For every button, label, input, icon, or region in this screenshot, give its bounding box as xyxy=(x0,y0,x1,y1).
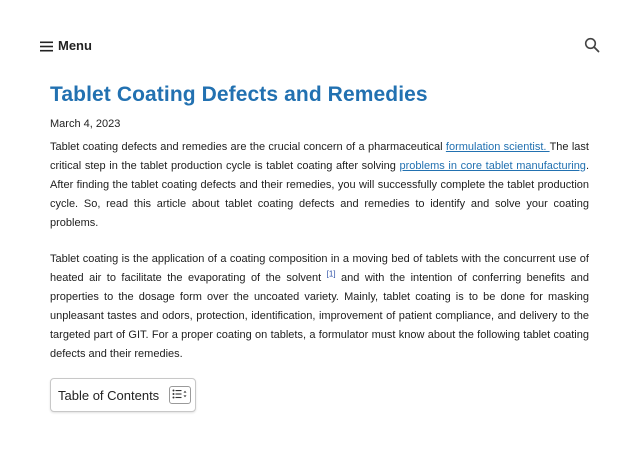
article xyxy=(50,82,589,364)
site-header xyxy=(0,0,638,90)
paragraph-text: Tablet coating defects and remedies are the crucial concern of a pharmaceutical xyxy=(50,141,446,153)
search-icon xyxy=(584,40,600,57)
formulation-scientist-link[interactable]: formulation scientist. xyxy=(445,141,550,153)
paragraph-text: and with the intention of conferring benefits and properties to the dosage form over the uncoated variety. Mainly, tablet coating is to be done for masking unpleasant tastes and odors, protection, identification, improvement of patient compliance, and delivery to the targeted part of GIT. For a proper coating on tablets, a formulator must know about the following tablet coating defects and their remedies. xyxy=(50,272,589,360)
toc-title: Table of Contents xyxy=(58,387,160,403)
search-button[interactable] xyxy=(584,37,600,53)
paragraph-definition xyxy=(50,250,589,364)
list-toggle-icon xyxy=(172,386,188,404)
menu-button[interactable] xyxy=(40,38,92,54)
paragraph-text: The last critical step in the tablet production cycle is tablet coating after solving xyxy=(50,141,589,172)
toc-toggle-button[interactable] xyxy=(169,386,191,404)
article-title: Tablet Coating Defects and Remedies xyxy=(50,83,428,106)
menu-label: Menu xyxy=(58,38,92,53)
paragraph-text: Tablet coating is the application of a coating composition in a moving bed of tablets with the concurrent use of heated air to facilitate the evaporating of the solvent xyxy=(50,253,589,284)
hamburger-icon xyxy=(40,41,53,52)
reference-link[interactable]: [1] xyxy=(326,269,336,279)
paragraph-text: . After finding the tablet coating defects and their remedies, you will successfully complete the tablet production cycle. So, read this article about tablet coating defects and remedies to identify and solve your coating problems. xyxy=(50,160,589,229)
paragraph-intro xyxy=(50,138,589,233)
post-date: March 4, 2023 xyxy=(50,118,121,130)
core-tablet-manufacturing-link[interactable]: problems in core tablet manufacturing xyxy=(399,160,586,172)
table-of-contents xyxy=(50,378,196,412)
